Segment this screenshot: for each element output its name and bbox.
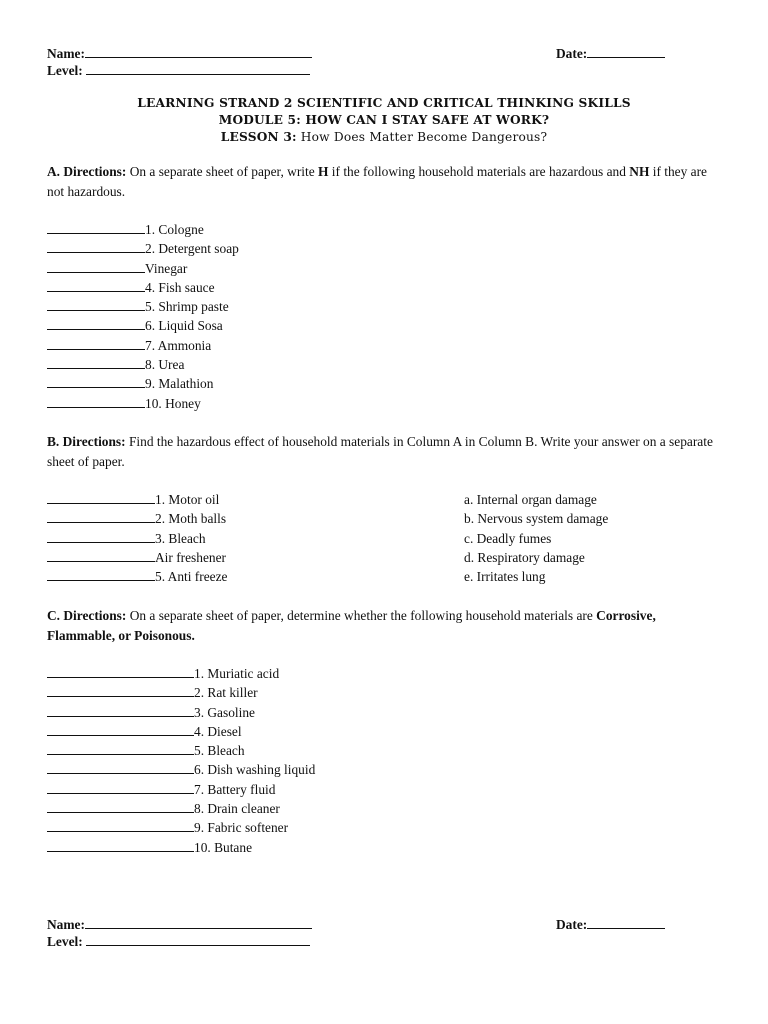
item-text: 7. Battery fluid <box>194 781 276 797</box>
answer-blank[interactable] <box>47 664 194 678</box>
list-item <box>47 259 727 278</box>
list-item <box>47 220 727 239</box>
answer-blank[interactable] <box>47 741 194 755</box>
item-text: 3. Bleach <box>155 530 206 546</box>
answer-blank[interactable] <box>47 760 194 774</box>
answer-blank[interactable] <box>47 567 155 581</box>
item-text: Vinegar <box>145 260 188 276</box>
section-a-directions <box>47 162 727 202</box>
section-c-label: C. Directions: <box>47 608 127 623</box>
section-c-directions <box>47 606 727 646</box>
section-a-h: H <box>318 164 329 179</box>
list-item: b. Nervous system damage <box>464 511 609 527</box>
level-label: Level: <box>47 63 83 78</box>
list-item: a. Internal organ damage <box>464 492 597 507</box>
lesson-title: How Does Matter Become Dangerous? <box>296 130 548 144</box>
section-b-text: Find the hazardous effect of household materials in Column A in Column B. Write your answer on a separate sheet of paper. <box>47 434 713 469</box>
list-item <box>47 722 727 741</box>
list-item <box>47 239 727 258</box>
item-text: 10. Butane <box>194 839 253 855</box>
item-text: Air freshener <box>155 549 227 565</box>
item-text: 5. Shrimp paste <box>145 299 229 315</box>
date-blank[interactable] <box>587 44 665 58</box>
section-a-text-1: On a separate sheet of paper, write <box>126 164 319 179</box>
section-b-label: B. Directions: <box>47 434 126 449</box>
list-item <box>47 760 727 779</box>
section-c-list <box>47 664 727 857</box>
list-item <box>47 278 727 297</box>
answer-blank[interactable] <box>47 259 145 273</box>
item-text: 7. Ammonia <box>145 337 212 353</box>
item-text: 10. Honey <box>145 395 201 411</box>
answer-blank[interactable] <box>47 239 145 253</box>
item-text: 5. Bleach <box>194 743 245 759</box>
answer-blank[interactable] <box>47 297 145 311</box>
lesson-label: LESSON 3: <box>220 130 297 144</box>
list-item <box>47 336 727 355</box>
item-text: 1. Motor oil <box>155 492 220 507</box>
section-a-list <box>47 220 727 413</box>
item-text: 3. Gasoline <box>194 704 255 720</box>
section-a-text-2: if the following household materials are hazardous and <box>328 164 630 179</box>
item-text: 8. Urea <box>145 357 185 373</box>
list-item <box>47 818 727 837</box>
item-text: 4. Fish sauce <box>145 279 215 295</box>
list-item <box>47 394 727 413</box>
answer-blank[interactable] <box>47 509 155 523</box>
list-item <box>47 355 727 374</box>
name-label: Name: <box>47 917 85 932</box>
title-learning-strand: LEARNING STRAND 2 SCIENTIFIC AND CRITICAL THINKING SKILLS <box>137 96 631 110</box>
name-blank[interactable] <box>85 915 312 929</box>
item-text: 5. Anti freeze <box>155 569 228 585</box>
level-label: Level: <box>47 934 83 949</box>
answer-blank[interactable] <box>47 355 145 369</box>
answer-blank[interactable] <box>47 703 194 717</box>
name-blank[interactable] <box>85 44 312 58</box>
section-c-categories: Corrosive, Flammable, or Poisonous. <box>47 608 656 643</box>
level-row-top <box>47 61 687 79</box>
answer-blank[interactable] <box>47 799 194 813</box>
list-item <box>47 374 727 393</box>
list-item <box>47 741 727 760</box>
answer-blank[interactable] <box>47 220 145 234</box>
answer-blank[interactable] <box>47 548 155 562</box>
section-c-text: On a separate sheet of paper, determine whether the following household materials are <box>126 608 597 623</box>
answer-blank[interactable] <box>47 336 145 350</box>
level-blank[interactable] <box>86 932 310 946</box>
item-text: 2. Detergent soap <box>145 241 239 257</box>
list-item: d. Respiratory damage <box>464 549 585 565</box>
title-lesson <box>0 129 768 146</box>
answer-blank[interactable] <box>47 838 194 852</box>
item-text: 1. Cologne <box>145 222 204 237</box>
item-text: 6. Dish washing liquid <box>194 762 316 778</box>
answer-blank[interactable] <box>47 529 155 543</box>
list-item <box>47 316 727 335</box>
answer-blank[interactable] <box>47 490 155 504</box>
section-b-column-b <box>464 490 724 586</box>
name-label: Name: <box>47 46 85 61</box>
answer-blank[interactable] <box>47 780 194 794</box>
item-text: 8. Drain cleaner <box>194 801 280 817</box>
title-module: MODULE 5: HOW CAN I STAY SAFE AT WORK? <box>218 113 550 127</box>
date-blank[interactable] <box>587 915 665 929</box>
list-item <box>47 838 727 857</box>
answer-blank[interactable] <box>47 722 194 736</box>
section-b-directions <box>47 432 727 472</box>
list-item <box>47 297 727 316</box>
answer-blank[interactable] <box>47 818 194 832</box>
item-text: 2. Moth balls <box>155 511 227 527</box>
list-item <box>47 683 727 702</box>
answer-blank[interactable] <box>47 394 145 408</box>
list-item: e. Irritates lung <box>464 569 546 585</box>
name-row-top <box>47 44 687 62</box>
list-item <box>47 664 727 683</box>
level-blank[interactable] <box>86 61 310 75</box>
item-text: 6. Liquid Sosa <box>145 318 223 334</box>
item-text: 4. Diesel <box>194 723 242 739</box>
section-a-text-3: if they are not hazardous. <box>47 164 707 199</box>
list-item: c. Deadly fumes <box>464 530 552 546</box>
item-text: 1. Muriatic acid <box>194 666 280 681</box>
list-item <box>47 780 727 799</box>
name-row-bottom <box>47 915 687 933</box>
answer-blank[interactable] <box>47 683 194 697</box>
level-row-bottom <box>47 932 687 950</box>
answer-blank[interactable] <box>47 374 145 388</box>
item-text: 2. Rat killer <box>194 685 258 701</box>
answer-blank[interactable] <box>47 278 145 292</box>
item-text: 9. Fabric softener <box>194 820 289 836</box>
item-text: 9. Malathion <box>145 376 214 392</box>
section-a-nh: NH <box>629 164 650 179</box>
list-item <box>47 799 727 818</box>
date-label: Date: <box>556 917 588 932</box>
list-item <box>47 703 727 722</box>
section-a-label: A. Directions: <box>47 164 127 179</box>
answer-blank[interactable] <box>47 316 145 330</box>
date-label: Date: <box>556 46 588 61</box>
